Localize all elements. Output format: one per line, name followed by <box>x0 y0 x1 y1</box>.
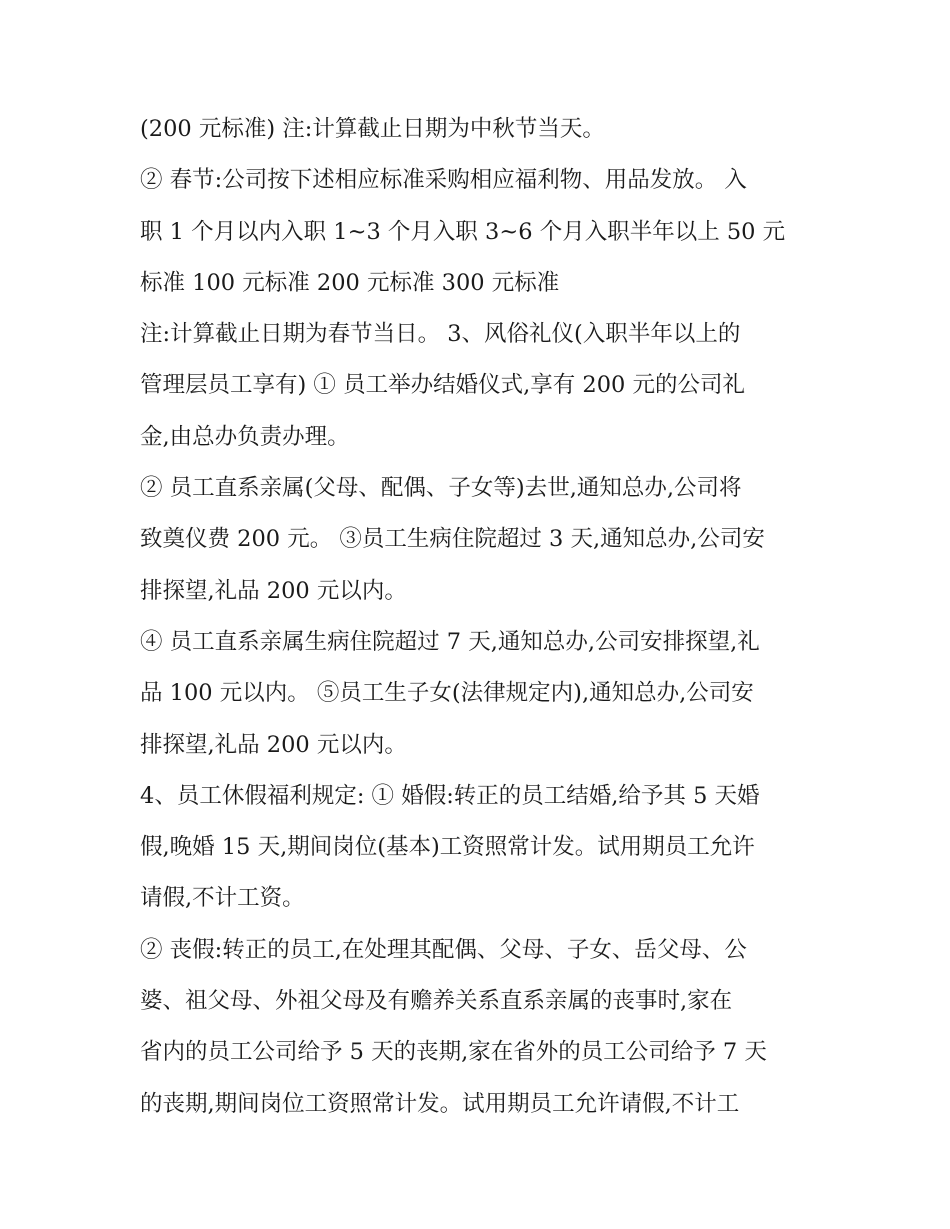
text-line: 的丧期,期间岗位工资照常计发。试用期员工允许请假,不计工 <box>140 1090 740 1117</box>
text-line: 标准 100 元标准 200 元标准 300 元标准 <box>140 269 560 296</box>
text-line: 管理层员工享有) ① 员工举办结婚仪式,享有 200 元的公司礼 <box>140 372 745 399</box>
text-line: 注:计算截止日期为春节当日。 3、风俗礼仪(入职半年以上的 <box>140 321 741 348</box>
text-line: 婆、祖父母、外祖父母及有赡养关系直系亲属的丧事时,家在 <box>140 988 733 1015</box>
text-line: 致奠仪费 200 元。 ③员工生病住院超过 3 天,通知总办,公司安 <box>140 526 765 553</box>
text-line: 品 100 元以内。 ⑤员工生子女(法律规定内),通知总办,公司安 <box>140 680 754 707</box>
text-line: 排探望,礼品 200 元以内。 <box>140 731 407 758</box>
text-line: 假,晚婚 15 天,期间岗位(基本)工资照常计发。试用期员工允许 <box>140 834 755 861</box>
text-line: ② 丧假:转正的员工,在处理其配偶、父母、子女、岳父母、公 <box>140 936 747 963</box>
text-line: 职 1 个月以内入职 1~3 个月入职 3~6 个月入职半年以上 50 元 <box>140 218 786 245</box>
text-line: 排探望,礼品 200 元以内。 <box>140 577 407 604</box>
text-line: ④ 员工直系亲属生病住院超过 7 天,通知总办,公司安排探望,礼 <box>140 628 760 655</box>
text-line: 请假,不计工资。 <box>140 885 305 912</box>
text-line: (200 元标准) 注:计算截止日期为中秋节当天。 <box>140 116 605 142</box>
text-line: 省内的员工公司给予 5 天的丧期,家在省外的员工公司给予 7 天 <box>140 1039 767 1066</box>
document-body <box>140 104 820 1130</box>
text-line: ② 员工直系亲属(父母、配偶、子女等)去世,通知总办,公司将 <box>140 475 742 502</box>
text-line: 金,由总办负责办理。 <box>140 423 350 450</box>
text-line: 4、员工休假福利规定: ① 婚假:转正的员工结婚,给予其 5 天婚 <box>140 782 760 809</box>
text-line: ② 春节:公司按下述相应标准采购相应福利物、用品发放。 入 <box>140 167 747 194</box>
